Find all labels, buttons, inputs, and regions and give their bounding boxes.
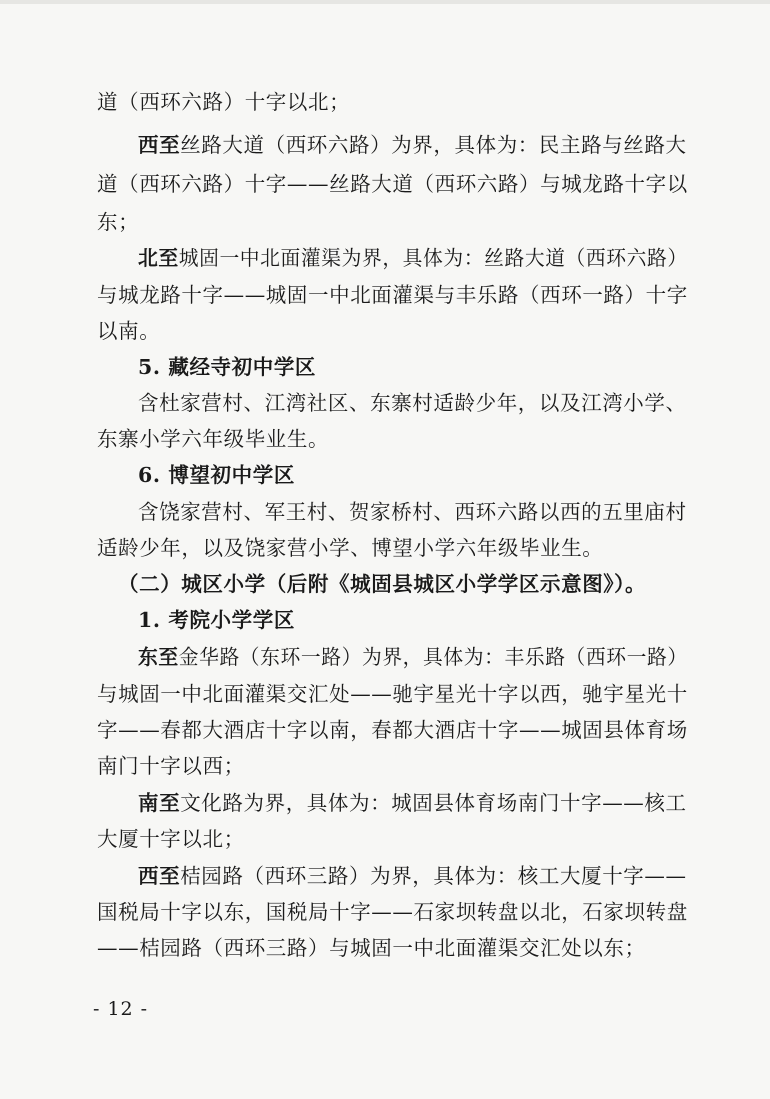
line-text: 城固一中北面灌渠为界，具体为：丝路大道（西环六路） (178, 246, 688, 270)
text-line: 与城固一中北面灌渠交汇处——驰宇星光十字以西，驰宇星光十 (97, 682, 688, 706)
text-line: 与城龙路十字——城固一中北面灌渠与丰乐路（西环一路）十字 (97, 283, 688, 307)
text-line (138, 244, 688, 272)
text-line: 以南。 (97, 319, 161, 343)
line-text: 桔园路（西环三路）为界，具体为：核工大厦十字—— (180, 864, 687, 888)
text-line (138, 862, 687, 890)
text-line: 南门十字以西； (97, 754, 245, 778)
direction-label: 西至 (138, 864, 181, 888)
direction-label: 北至 (138, 246, 179, 270)
text-line: 适龄少年，以及饶家营小学、博望小学六年级毕业生。 (97, 536, 604, 560)
text-line (138, 131, 687, 159)
page-number: - 12 - (93, 998, 149, 1020)
scan-edge (0, 0, 770, 4)
text-line: 字——春都大酒店十字以南，春都大酒店十字——城固县体育场 (97, 718, 688, 742)
direction-label: 西至 (138, 133, 181, 157)
direction-label: 南至 (138, 791, 181, 815)
section-heading: （二）城区小学（后附《城固县城区小学学区示意图》）。 (118, 572, 647, 596)
text-line: 道（西环六路）十字以北； (97, 90, 351, 114)
text-line: 东； (97, 210, 140, 234)
line-text: 丝路大道（西环六路）为界，具体为：民主路与丝路大 (180, 133, 687, 157)
line-text: 金华路（东环一路）为界，具体为：丰乐路（西环一路） (178, 645, 688, 669)
text-line: ——桔园路（西环三路）与城固一中北面灌渠交汇处以东； (97, 936, 646, 960)
text-line: 含饶家营村、军王村、贺家桥村、西环六路以西的五里庙村 (138, 500, 687, 524)
text-line: 道（西环六路）十字——丝路大道（西环六路）与城龙路十字以 (97, 172, 688, 196)
text-line: 大厦十字以北； (97, 827, 245, 851)
line-text: 文化路为界，具体为：城固县体育场南门十字——核工 (180, 791, 687, 815)
text-line: 东寨小学六年级毕业生。 (97, 427, 330, 451)
section-heading: 1. 考院小学学区 (138, 608, 295, 632)
text-line (138, 789, 687, 817)
text-line: 含杜家营村、江湾社区、东寨村适龄少年，以及江湾小学、 (138, 391, 687, 415)
section-heading: 5. 藏经寺初中学区 (138, 355, 317, 379)
text-line (138, 643, 688, 671)
direction-label: 东至 (138, 645, 179, 669)
section-heading: 6. 博望初中学区 (138, 463, 295, 487)
text-line: 国税局十字以东，国税局十字——石家坝转盘以北，石家坝转盘 (97, 900, 688, 924)
